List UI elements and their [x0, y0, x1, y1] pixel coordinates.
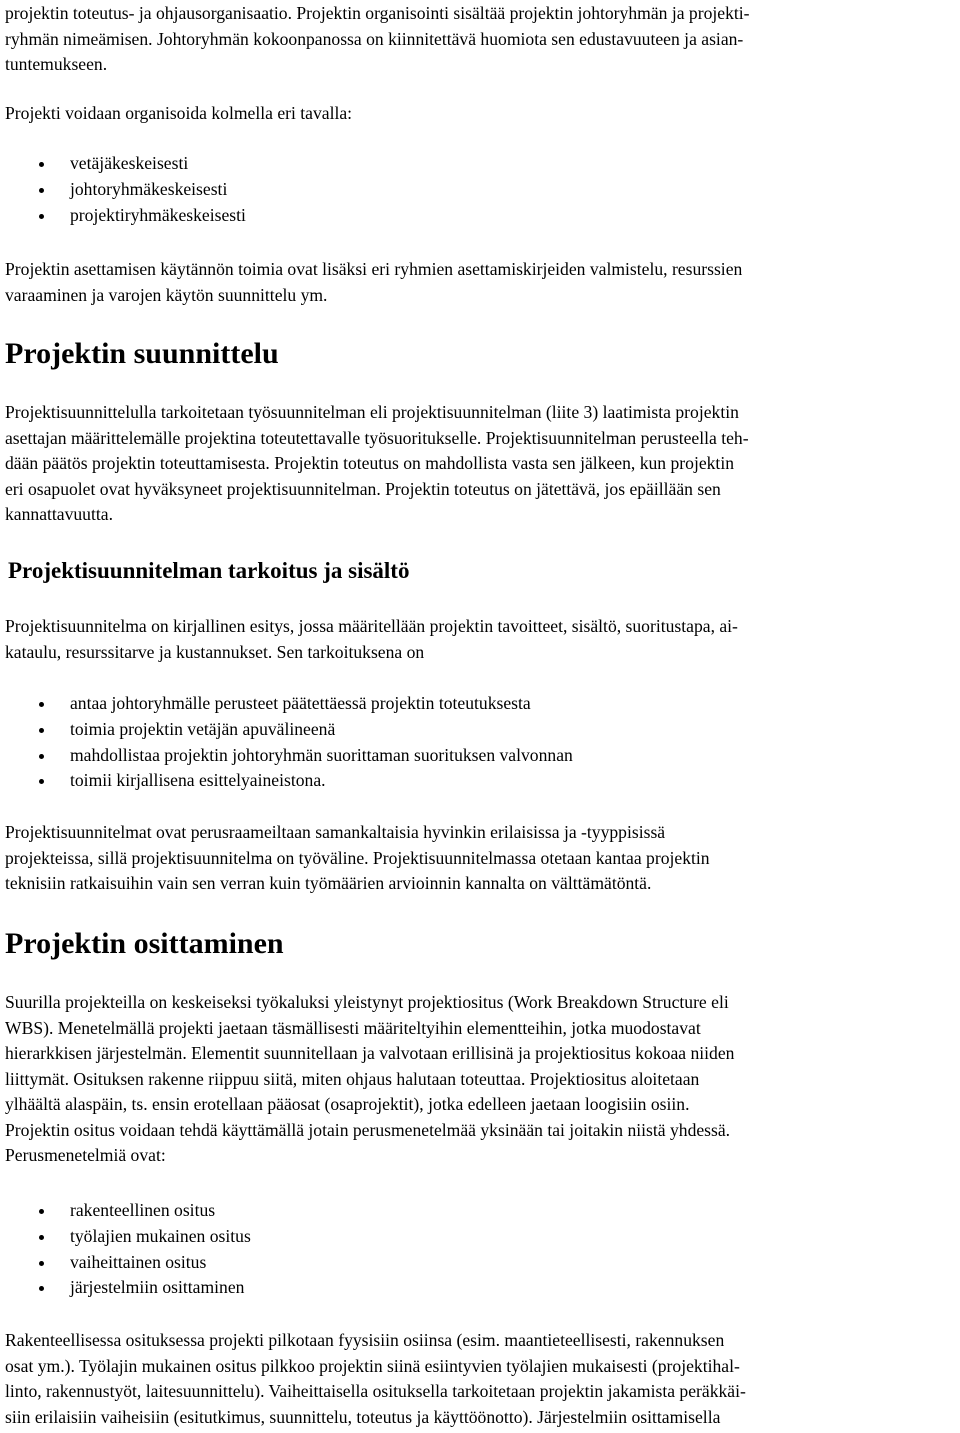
tarkoitus-paragraph [5, 614, 738, 665]
list-item: vetäjäkeskeisesti [5, 151, 246, 177]
text-line: eri osapuolet ovat hyväksyneet projektisuunnitelman. Projektin toteutus on jätettävä, jos epäillään sen [5, 478, 721, 499]
text-line: kannattavuutta. [5, 504, 113, 524]
bullet-icon [39, 702, 44, 707]
tarkoitus-after-paragraph [5, 820, 710, 897]
list-item: järjestelmiin osittaminen [5, 1275, 251, 1301]
text-line: WBS). Menetelmällä projekti jaetaan täsmällisesti määriteltyihin elementteihin, jotka muodostavat [5, 1017, 701, 1038]
list-item: johtoryhmäkeskeisesti [5, 177, 246, 203]
text-line: tuntemukseen. [5, 54, 108, 74]
suunnittelu-paragraph [5, 400, 749, 528]
section-heading-tarkoitus: Projektisuunnitelman tarkoitus ja sisältö [8, 558, 410, 583]
text-line: siin erilaisiin vaiheisiin (esitutkimus, suunnittelu, toteutus ja käyttöönotto). Järjestelmiin osittamisella [5, 1406, 721, 1427]
tarkoitus-list [5, 691, 573, 794]
text-line: dään päätös projektin toteuttamisesta. Projektin toteutus on mahdollista vasta sen jälkeen, kun projektin [5, 453, 735, 473]
text-line: varaaminen ja varojen käytön suunnittelu ym. [5, 284, 328, 305]
text-line: Suurilla projekteilla on keskeiseksi työkaluksi yleistynyt projektiositus (Work Breakdown Structure eli [5, 992, 729, 1012]
org-after-paragraph [5, 257, 742, 308]
text-line: Projektisuunnittelulla tarkoitetaan työsuunnitelman eli projektisuunnitelman (liite 3) laatimista projektin [5, 402, 739, 422]
text-line: projekteissa, sillä projektisuunnitelma on työväline. Projektisuunnitelmassa otetaan kantaa projektin [5, 847, 710, 868]
bullet-icon [39, 1261, 44, 1266]
list-item: toimia projektin vetäjän apuvälineenä [5, 717, 573, 743]
bullet-icon [39, 188, 44, 193]
section-heading-osittaminen: Projektin osittaminen [5, 927, 284, 960]
text-line: Projektisuunnitelmat ovat perusraameiltaan samankaltaisia hyvinkin erilaisissa ja -tyyppisissä [5, 822, 666, 842]
osittaminen-paragraph [5, 990, 734, 1169]
org-lead-paragraph [5, 101, 352, 127]
list-item: vaiheittainen ositus [5, 1250, 251, 1276]
text-line: hierarkkisen järjestelmän. Elementit suunnitellaan ja valvotaan erillisinä ja projektiositus kokoaa niiden [5, 1043, 735, 1063]
osittaminen-after-paragraph [5, 1328, 746, 1430]
list-item: projektiryhmäkeskeisesti [5, 203, 246, 229]
bullet-icon [39, 1286, 44, 1291]
bullet-icon [39, 779, 44, 784]
bullet-icon [39, 728, 44, 733]
bullet-icon [39, 162, 44, 167]
bullet-icon [39, 214, 44, 219]
text-line: Projektin ositus voidaan tehdä käyttämällä jotain perusmenetelmää yksinään tai joitakin niistä yhdessä. [5, 1119, 731, 1140]
text-line: osat ym.). Työlajin mukainen ositus pilkkoo projektin siinä esiintyvien työlajien mukaisesti (projektihal- [5, 1355, 740, 1376]
list-item: mahdollistaa projektin johtoryhmän suorittaman suorituksen valvonnan [5, 743, 573, 769]
list-item: työlajien mukainen ositus [5, 1224, 251, 1250]
bullet-icon [39, 1209, 44, 1214]
text-line: Projekti voidaan organisoida kolmella eri tavalla: [5, 103, 353, 123]
text-line: Projektisuunnitelma on kirjallinen esitys, jossa määritellään projektin tavoitteet, sisältö, suoritustapa, ai- [5, 616, 738, 636]
list-item: toimii kirjallisena esittelyaineistona. [5, 768, 573, 794]
text-line: ylhäältä alaspäin, ts. ensin erotellaan pääosat (osaprojektit), jotka edelleen jaetaan loogisiin osiin. [5, 1094, 690, 1114]
text-line: liittymät. Osituksen rakenne riippuu siitä, miten ohjaus halutaan toteuttaa. Projektiositus aloitetaan [5, 1068, 700, 1089]
bullet-icon [39, 754, 44, 759]
text-line: asettajan määrittelemälle projektina toteutettavalle työsuoritukselle. Projektisuunnitelman perusteella teh- [5, 427, 749, 448]
text-line: Rakenteellisessa osituksessa projekti pilkotaan fyysisiin osiinsa (esim. maantieteellisesti, rakennuksen [5, 1330, 725, 1350]
section-heading-suunnittelu: Projektin suunnittelu [5, 337, 279, 370]
text-line: ryhmän nimeämisen. Johtoryhmän kokoonpanossa on kiinnitettävä huomiota sen edustavuuteen ja asian- [5, 28, 744, 49]
text-line: projektin toteutus- ja ohjausorganisaatio. Projektin organisointi sisältää projektin johtoryhmän ja projekti- [5, 3, 750, 23]
text-line: Perusmenetelmiä ovat: [5, 1145, 166, 1165]
intro-paragraph [5, 1, 750, 78]
text-line: kataulu, resurssitarve ja kustannukset. Sen tarkoituksena on [5, 641, 425, 662]
text-line: teknisiin ratkaisuihin vain sen verran kuin työmäärien arvioinnin kannalta on välttämätöntä. [5, 873, 652, 893]
osittaminen-list [5, 1198, 251, 1301]
text-line: Projektin asettamisen käytännön toimia ovat lisäksi eri ryhmien asettamiskirjeiden valmistelu, resurssien [5, 259, 743, 279]
bullet-icon [39, 1235, 44, 1240]
list-item: antaa johtoryhmälle perusteet päätettäessä projektin toteutuksesta [5, 691, 573, 717]
text-line: linto, rakennustyöt, laitesuunnittelu). Vaiheittaisella osituksella tarkoitetaan projektin jakamista peräkkäi- [5, 1381, 746, 1401]
list-item: rakenteellinen ositus [5, 1198, 251, 1224]
org-list [5, 151, 246, 228]
